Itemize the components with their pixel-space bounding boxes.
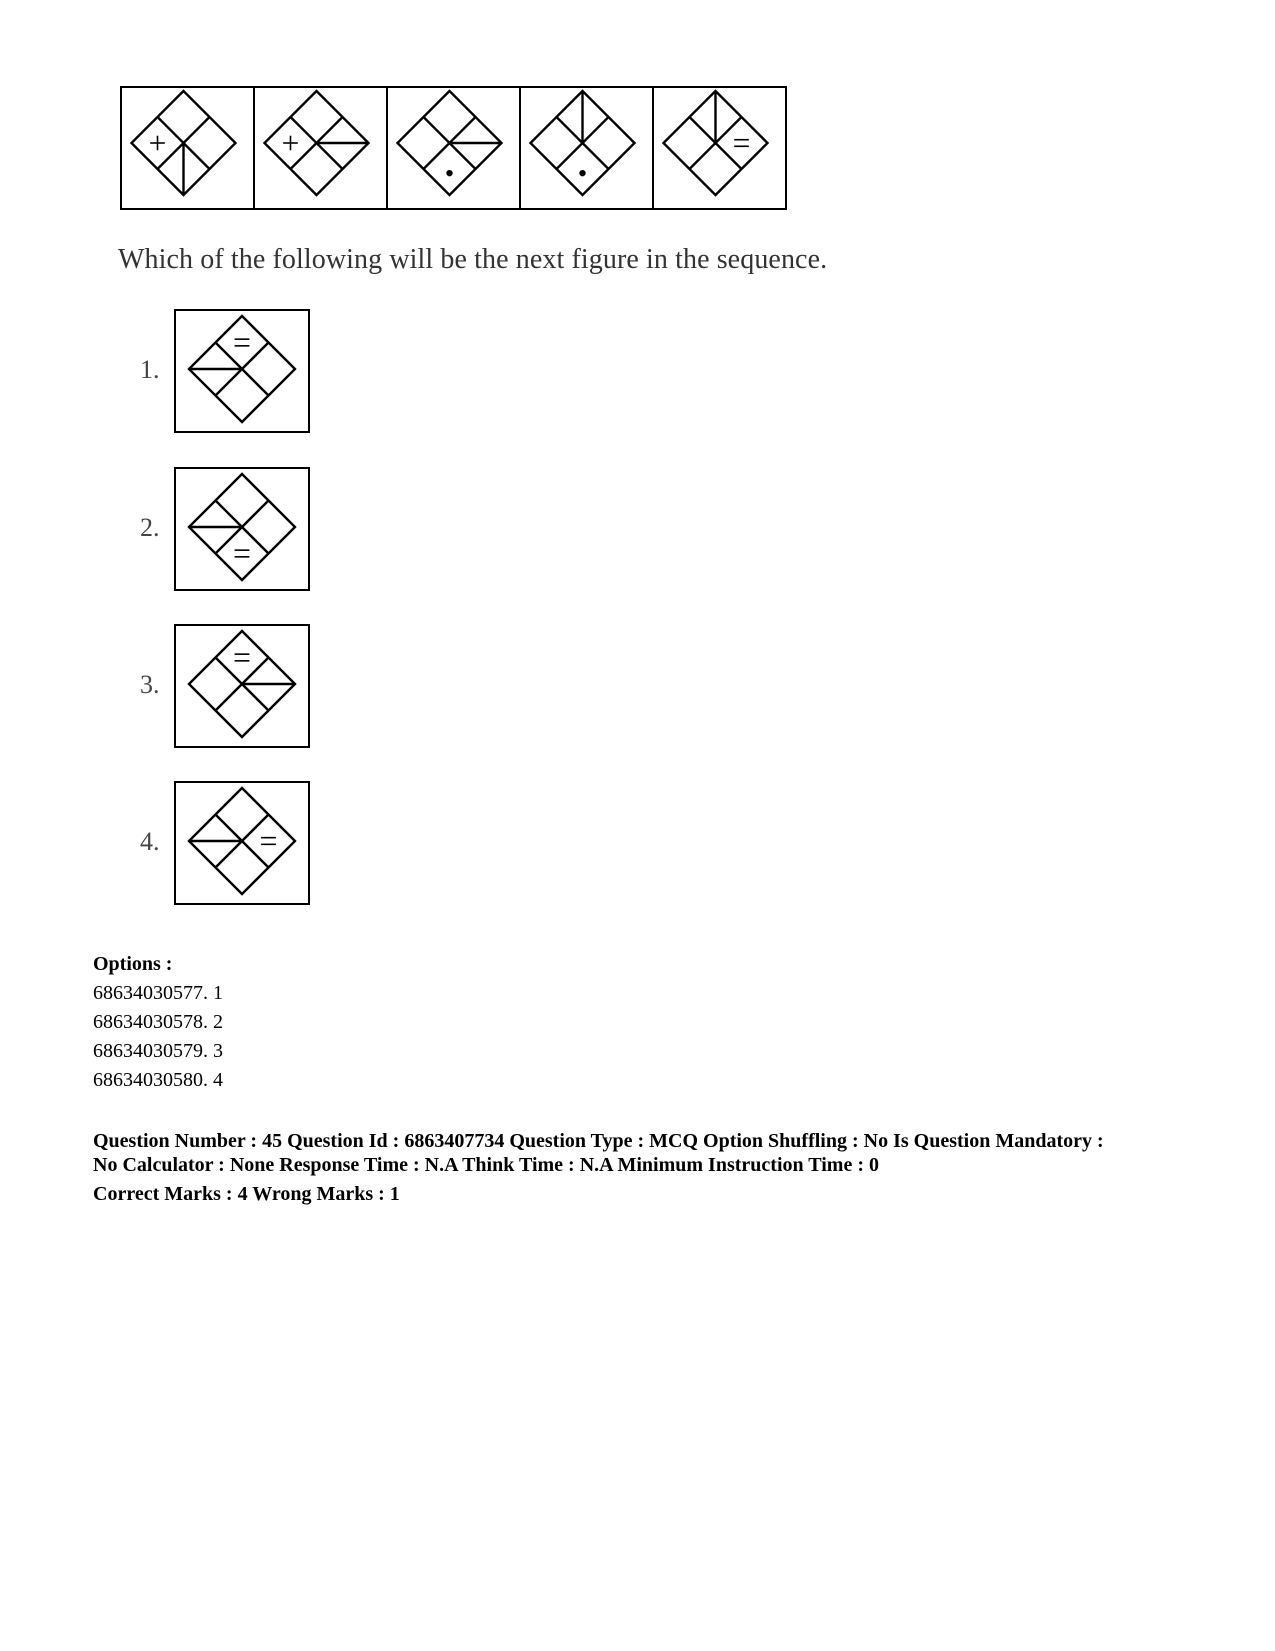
figure-frame: [175, 468, 309, 590]
sequence-figure-3: [387, 87, 520, 209]
question-meta-line: Question Number : 45 Question Id : 6863407734 Question Type : MCQ Option Shuffling : No Is Question Mandatory :: [93, 1130, 1104, 1152]
answer-choice-number: 2.: [140, 513, 160, 542]
option-item: 68634030579. 3: [93, 1040, 223, 1062]
answer-choice-figure: [174, 624, 316, 752]
sequence-figure-2: [254, 87, 387, 209]
figure-frame: [175, 625, 309, 747]
sequence-figures: [120, 86, 820, 214]
answer-choice-number: 3.: [140, 670, 160, 699]
answer-choice-figure: [174, 781, 316, 909]
sequence-figure-5: [653, 87, 786, 209]
answer-choice-figure: [174, 467, 316, 595]
sequence-figure-4: [520, 87, 653, 209]
answer-choice-number: 4.: [140, 827, 160, 856]
sequence-figures-svg: [120, 86, 820, 214]
sequence-figure-1: [121, 87, 254, 209]
answer-choice-number: 1.: [140, 355, 160, 384]
choice-figure: [189, 316, 295, 422]
dot-symbol: [446, 170, 452, 176]
option-item: 68634030580. 4: [93, 1069, 223, 1091]
answer-choice-4: [140, 781, 320, 909]
answer-choice-3: [140, 624, 320, 752]
answer-choice-2: [140, 467, 320, 595]
answer-choice-figure: [174, 309, 316, 437]
choice-figure: [189, 474, 295, 580]
options-heading: Options :: [93, 953, 173, 975]
choice-figure: [189, 631, 295, 737]
question-prompt: Which of the following will be the next figure in the sequence.: [118, 244, 828, 275]
option-item: 68634030578. 2: [93, 1011, 223, 1033]
dot-symbol: [579, 170, 585, 176]
figure-frame: [175, 782, 309, 904]
question-marks: Correct Marks : 4 Wrong Marks : 1: [93, 1183, 400, 1205]
answer-choice-1: [140, 309, 320, 437]
options-list: [93, 950, 223, 1095]
question-meta-line: No Calculator : None Response Time : N.A Think Time : N.A Minimum Instruction Time : 0: [93, 1154, 879, 1176]
option-item: 68634030577. 1: [93, 982, 223, 1004]
choice-figure: [189, 788, 295, 894]
question-meta: [93, 1129, 1213, 1206]
figure-frame: [175, 310, 309, 432]
